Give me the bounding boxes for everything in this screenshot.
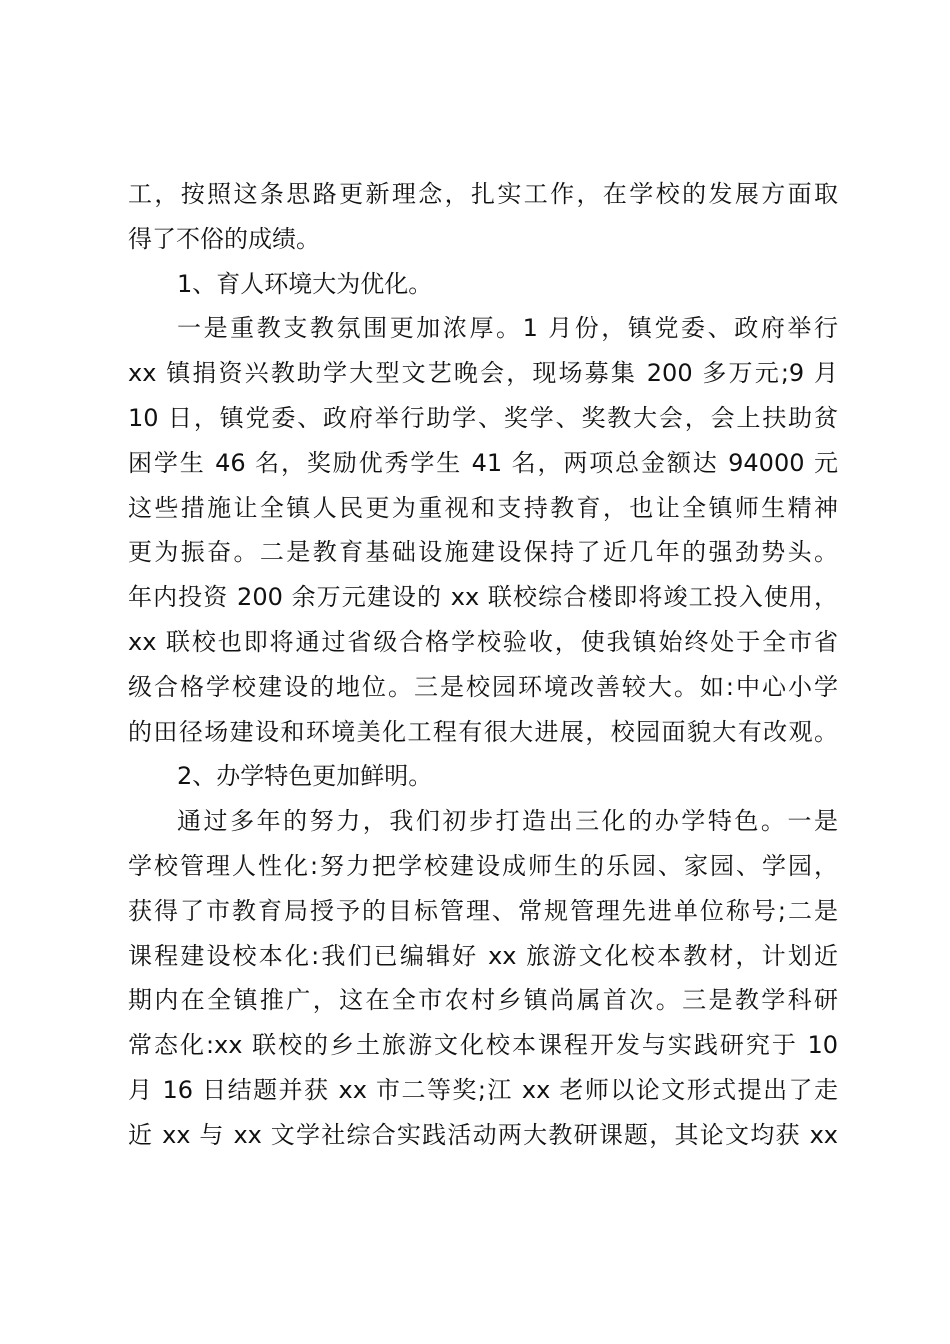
section-heading: 2、办学特色更加鲜明。	[177, 762, 433, 791]
document-body	[128, 172, 838, 1158]
text-line: xx 联校也即将通过省级合格学校验收，使我镇始终处于全市省	[128, 627, 838, 656]
text-line: 课程建设校本化:我们已编辑好 xx 旅游文化校本教材，计划近	[128, 941, 838, 970]
section-heading: 1、育人环境大为优化。	[177, 269, 433, 298]
paragraph-start-line: 一是重教支教氛围更加浓厚。1 月份，镇党委、政府举行	[177, 314, 838, 343]
text-line: 10 日，镇党委、政府举行助学、奖学、奖教大会，会上扶助贫	[128, 403, 838, 432]
text-line: 这些措施让全镇人民更为重视和支持教育，也让全镇师生精神	[128, 493, 838, 522]
text-line: 更为振奋。二是教育基础设施建设保持了近几年的强劲势头。	[128, 538, 838, 567]
text-line: 常态化:xx 联校的乡土旅游文化校本课程开发与实践研究于 10	[128, 1031, 838, 1060]
text-line: 期内在全镇推广，这在全市农村乡镇尚属首次。三是教学科研	[128, 986, 838, 1015]
text-line: 年内投资 200 余万元建设的 xx 联校综合楼即将竣工投入使用，	[128, 583, 838, 612]
text-line: 困学生 46 名，奖励优秀学生 41 名，两项总金额达 94000 元	[128, 448, 838, 477]
text-line: 工，按照这条思路更新理念，扎实工作，在学校的发展方面取	[128, 180, 838, 208]
text-line: xx 镇捐资兴教助学大型文艺晚会，现场募集 200 多万元;9 月	[128, 359, 838, 388]
paragraph-start-line: 通过多年的努力，我们初步打造出三化的办学特色。一是	[177, 807, 838, 836]
text-line: 得了不俗的成绩。	[128, 224, 320, 253]
text-line: 级合格学校建设的地位。三是校园环境改善较大。如:中心小学	[128, 672, 838, 701]
text-line: 近 xx 与 xx 文学社综合实践活动两大教研课题，其论文均获 xx	[128, 1120, 838, 1149]
text-line: 获得了市教育局授予的目标管理、常规管理先进单位称号;二是	[128, 896, 838, 925]
text-line: 的田径场建设和环境美化工程有很大进展，校园面貌大有改观。	[128, 717, 838, 746]
text-line: 月 16 日结题并获 xx 市二等奖;江 xx 老师以论文形式提出了走	[128, 1075, 838, 1104]
text-line: 学校管理人性化:努力把学校建设成师生的乐园、家园、学园，	[128, 851, 838, 880]
